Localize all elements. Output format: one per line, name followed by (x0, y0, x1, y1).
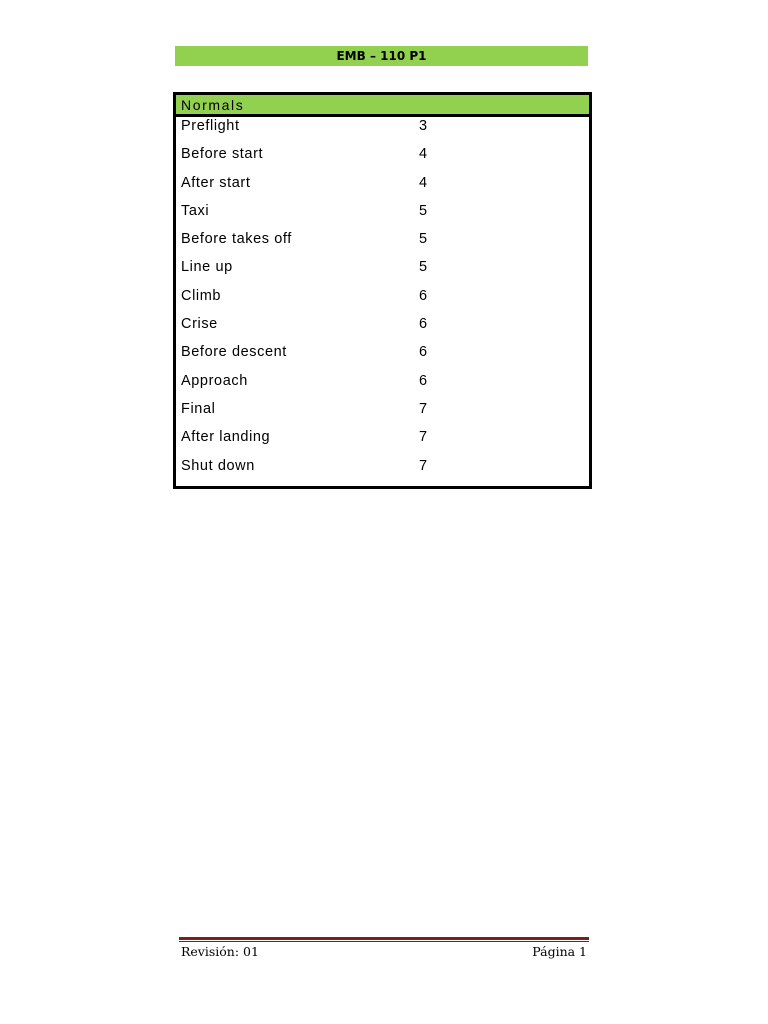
toc-entry-page: 5 (419, 259, 428, 276)
toc-entry-page: 7 (419, 457, 428, 474)
toc-row (176, 230, 589, 258)
footer-rule-thin (179, 941, 589, 942)
toc-table (173, 92, 592, 489)
toc-row (176, 145, 589, 173)
toc-entry-page: 6 (419, 344, 428, 361)
footer-revision: Revisión: 01 (181, 944, 259, 959)
toc-entry-label: Final (181, 400, 216, 417)
toc-row (176, 343, 589, 371)
toc-row (176, 315, 589, 343)
toc-entry-label: Climb (181, 287, 222, 304)
toc-entry-label: Crise (181, 316, 218, 333)
toc-row (176, 287, 589, 315)
toc-entry-page: 6 (419, 372, 428, 389)
toc-entry-page: 5 (419, 202, 428, 219)
toc-entry-label: After start (181, 174, 251, 191)
toc-entry-label: Shut down (181, 457, 255, 474)
toc-entry-page: 4 (419, 174, 428, 191)
toc-entry-label: Preflight (181, 118, 240, 134)
toc-row (176, 457, 589, 485)
toc-entry-page: 7 (419, 429, 428, 446)
toc-row (176, 117, 589, 145)
footer-rule (179, 937, 589, 940)
toc-entry-page: 5 (419, 231, 428, 248)
footer-page-number: Página 1 (532, 944, 587, 959)
toc-entry-page: 7 (419, 400, 428, 417)
toc-entry-label: Approach (181, 372, 248, 389)
toc-row (176, 400, 589, 428)
toc-entry-page: 6 (419, 287, 428, 304)
toc-entry-label: Line up (181, 259, 233, 276)
toc-entry-label: Before descent (181, 344, 287, 361)
toc-row (176, 258, 589, 286)
toc-entry-page: 4 (419, 146, 428, 163)
toc-section-title: Normals (176, 95, 589, 117)
toc-row (176, 428, 589, 456)
toc-row (176, 372, 589, 400)
toc-entry-label: Before takes off (181, 231, 292, 248)
toc-entry-label: Taxi (181, 202, 210, 219)
toc-entry-page: 6 (419, 316, 428, 333)
toc-entry-page: 3 (419, 118, 428, 134)
toc-row (176, 202, 589, 230)
toc-entry-label: Before start (181, 146, 264, 163)
toc-row (176, 174, 589, 202)
toc-entry-label: After landing (181, 429, 271, 446)
document-title: EMB – 110 P1 (175, 46, 588, 66)
